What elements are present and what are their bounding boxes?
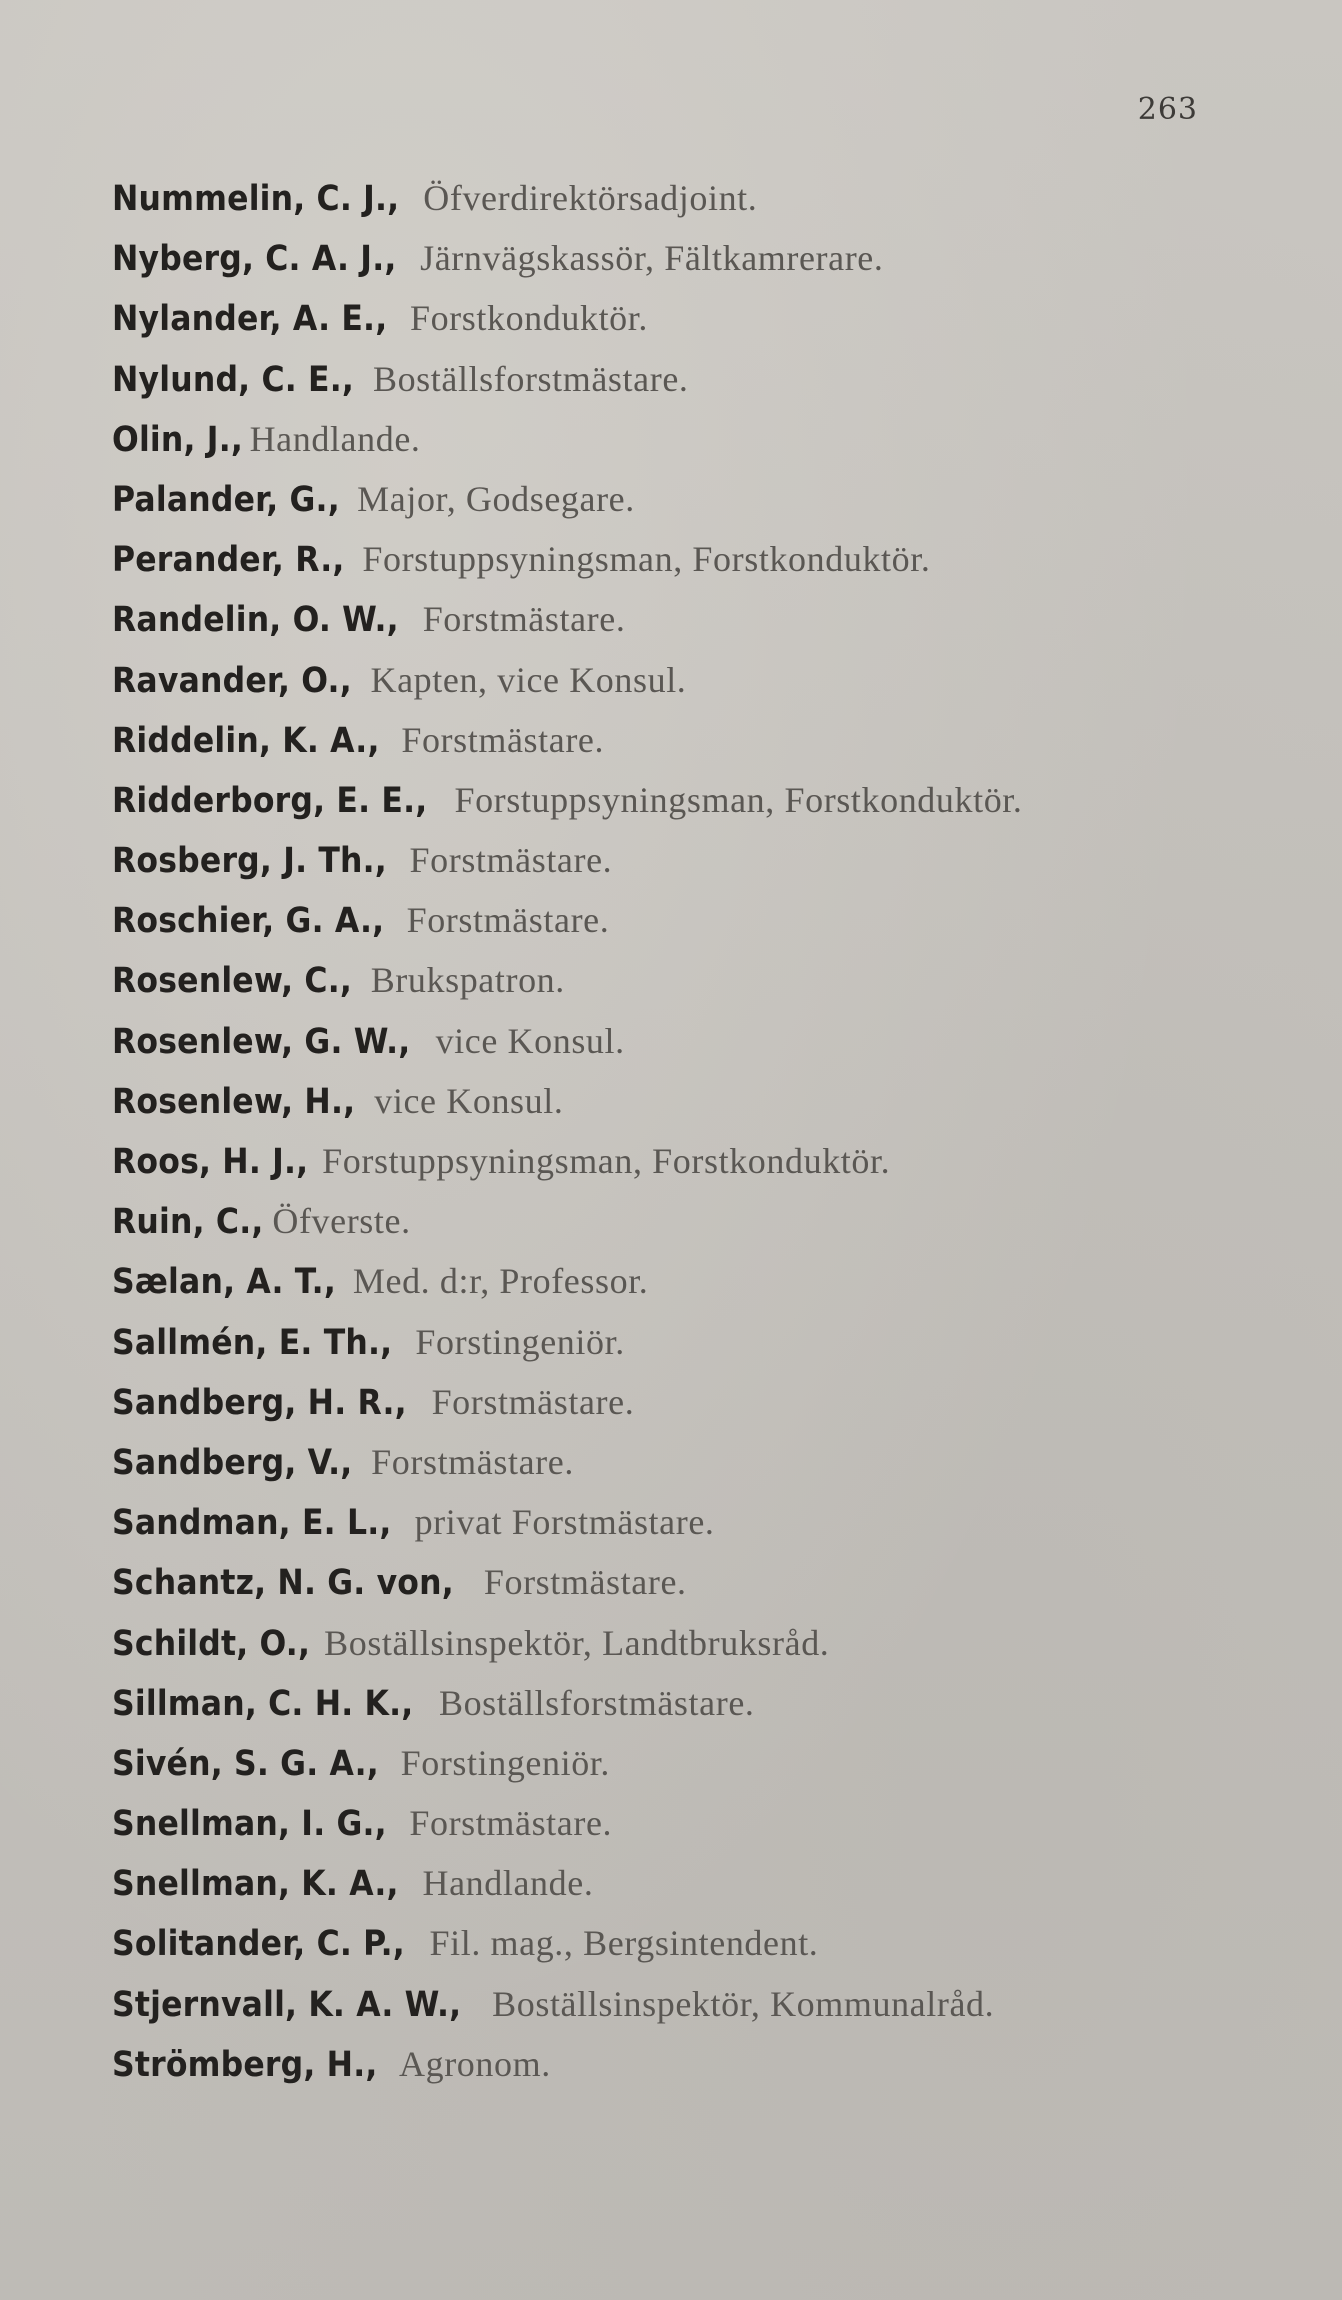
entry-title: Med. d:r, Professor. [352, 1261, 649, 1302]
entry-name: Sivén, S. G. A., [112, 1743, 379, 1784]
entry-title: Forstmästare. [422, 599, 626, 640]
entry-name: Ridderborg, E. E., [112, 780, 428, 821]
entry-title: Forstkonduktör. [409, 298, 648, 339]
entry-name: Roschier, G. A., [112, 901, 385, 942]
entry-title: Forstmästare. [401, 719, 605, 760]
list-item [112, 650, 1282, 710]
entry-name: Perander, R., [112, 540, 345, 581]
entry-title: Boställsinspektör, Kommunalråd. [492, 1983, 995, 2024]
list-item [112, 1191, 1282, 1251]
entry-title: Handlande. [249, 418, 421, 459]
entry-name: Riddelin, K. A., [112, 720, 380, 761]
entry-title: Kapten, vice Konsul. [370, 659, 687, 700]
entry-title: Järnvägskassör, Fältkamrerare. [420, 238, 884, 279]
entry-name: Schildt, O., [112, 1623, 311, 1664]
list-item [112, 710, 1282, 770]
entry-title: Forstmästare. [409, 840, 613, 881]
list-item [112, 1131, 1282, 1191]
entry-title: Öfverdirektörsadjoint. [423, 178, 758, 218]
entry-name: Olin, J., [112, 419, 244, 460]
list-item [112, 529, 1282, 589]
entry-name: Sandman, E. L., [112, 1503, 392, 1544]
entry-name: Palander, G., [112, 479, 340, 520]
entry-title: Forstmästare. [409, 1803, 613, 1844]
list-item [112, 1432, 1282, 1492]
list-item [112, 1913, 1282, 1973]
list-item [112, 830, 1282, 890]
entry-title: Forstmästare. [371, 1441, 574, 1482]
list-item [112, 589, 1282, 649]
entry-title: Forstmästare. [483, 1562, 687, 1603]
list-item [112, 2034, 1282, 2094]
list-item [112, 1011, 1282, 1071]
entry-title: Boställsinspektör, Landtbruksråd. [324, 1622, 830, 1663]
entry-title: Agronom. [399, 2043, 551, 2084]
entry-title: Handlande. [422, 1863, 594, 1904]
list-item [112, 349, 1282, 409]
entry-name: Snellman, I. G., [112, 1804, 387, 1845]
entry-name: Nummelin, C. J., [112, 179, 400, 219]
entry-title: Boställsforstmästare. [438, 1682, 755, 1723]
entry-name: Nylander, A. E., [112, 299, 388, 340]
entry-name: Sandberg, H. R., [112, 1382, 407, 1423]
list-item [112, 1552, 1282, 1612]
entry-title: Forstingeniör. [400, 1742, 610, 1783]
entry-title: Major, Godsegare. [357, 478, 635, 519]
list-item [112, 1673, 1282, 1733]
entry-title: Forstuppsyningsman, Forstkonduktör. [454, 779, 1023, 820]
entry-name: Rosenlew, H., [112, 1081, 356, 1122]
entry-title: vice Konsul. [374, 1080, 564, 1121]
entry-name: Roos, H. J., [112, 1142, 309, 1182]
entry-name: Sandberg, V., [112, 1442, 353, 1483]
list-item [112, 1372, 1282, 1432]
list-item [112, 1793, 1282, 1853]
page-number: 263 [1137, 92, 1198, 127]
list-item [112, 1251, 1282, 1311]
entry-name: Rosenlew, G. W., [112, 1021, 411, 1062]
list-item [112, 1974, 1282, 2034]
entry-title: Fil. mag., Bergsintendent. [429, 1923, 819, 1964]
list-item [112, 1071, 1282, 1131]
entry-name: Nylund, C. E., [112, 359, 355, 400]
entry-title: Boställsforstmästare. [372, 358, 689, 399]
list-item [112, 1613, 1282, 1673]
entry-name: Solitander, C. P., [112, 1924, 405, 1965]
list-item [112, 469, 1282, 529]
entry-title: Öfverste. [272, 1201, 411, 1242]
list-item [112, 1733, 1282, 1793]
list-item [112, 950, 1282, 1010]
entry-title: vice Konsul. [435, 1020, 625, 1061]
entry-name: Randelin, O. W., [112, 600, 399, 641]
entry-title: Forstmästare. [406, 900, 610, 941]
entry-name: Stjernvall, K. A. W., [112, 1984, 462, 2025]
entry-name: Rosenlew, C., [112, 961, 353, 1002]
list-item [112, 890, 1282, 950]
entry-name: Strömberg, H., [112, 2044, 378, 2085]
list-item [112, 168, 1282, 228]
list-item [112, 1312, 1282, 1372]
entry-name: Rosberg, J. Th., [112, 841, 387, 882]
entry-name: Sælan, A. T., [112, 1262, 336, 1303]
list-item [112, 1492, 1282, 1552]
entry-title: Forstingeniör. [415, 1321, 625, 1362]
entry-title: Forstmästare. [431, 1381, 635, 1422]
entry-name: Sillman, C. H. K., [112, 1683, 414, 1724]
entry-title: Forstuppsyningsman, Forstkonduktör. [362, 539, 931, 580]
entry-name: Nyberg, C. A. J., [112, 239, 397, 280]
entry-title: Forstuppsyningsman, Forstkonduktör. [322, 1141, 891, 1181]
list-item [112, 228, 1282, 288]
entry-name: Schantz, N. G. von, [112, 1563, 454, 1604]
entry-name: Snellman, K. A., [112, 1864, 399, 1905]
entry-name: Ruin, C., [112, 1202, 264, 1243]
list-item [112, 1853, 1282, 1913]
directory-list [112, 168, 1282, 2094]
list-item [112, 288, 1282, 348]
list-item [112, 409, 1282, 469]
entry-name: Ravander, O., [112, 660, 352, 701]
list-item [112, 770, 1282, 830]
entry-title: privat Forstmästare. [414, 1502, 715, 1543]
entry-name: Sallmén, E. Th., [112, 1322, 393, 1363]
entry-title: Brukspatron. [370, 960, 565, 1001]
